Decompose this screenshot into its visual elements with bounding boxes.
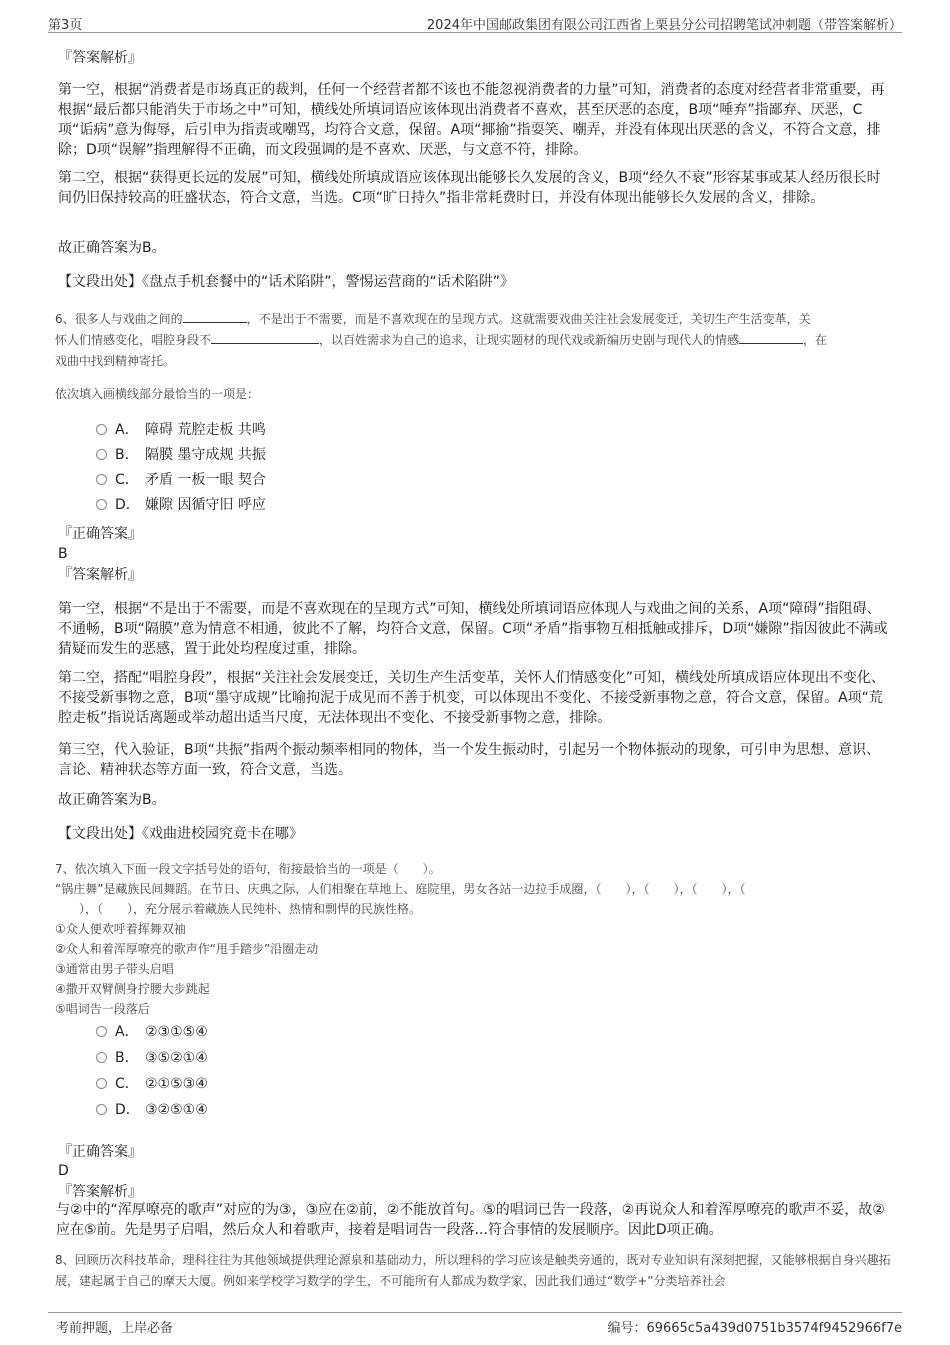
q7-option-c[interactable]: C． ②①⑤③④ [96, 1074, 208, 1094]
q6-blank-3 [739, 331, 803, 344]
q6-option-a[interactable]: A． 障碍 荒腔走板 共鸣 [96, 420, 266, 440]
page-number: 第3页 [48, 18, 83, 33]
q5-source: 【文段出处】《盘点手机套餐中的“话术陷阱”，警惕运营商的“话术陷阱”》 [58, 274, 515, 290]
q6-source: 【文段出处】《戏曲进校园究竟卡在哪》 [58, 826, 303, 842]
radio-icon[interactable] [96, 1078, 107, 1089]
q6-analysis-p2: 第二空，搭配“唱腔身段”，根据“关注社会发展变迁，关切生产生活变革，关怀人们情感变化”可知，横线处所填成语应体现出不变化、不接受新事物之意，B项“墨守成规”比喻拘泥于成见而不善于机变，可以体现出不变化、不接受新事物之意，符合文意，保留。A项“荒腔走板”指说话离题或举动超出适当尺度，无法体现出不变化、不接受新事物之意，排除。 [58, 670, 886, 726]
q5-analysis-p2: 第二空，根据“获得更长远的发展”可知，横线处所填成语应该体现出能够长久发展的含义，B项“经久不衰”形容某事或某人经历很长时间仍旧保持较高的旺盛状态，符合文意，当选。C项“旷日持久”指非常耗费时日，并没有体现出能够长久发展的含义，排除。 [58, 170, 881, 206]
q7-item-5: ⑤唱词告一段落后 [55, 1002, 150, 1016]
q7-item-1: ①众人便欢呼着挥舞双袖 [55, 922, 186, 936]
q6-analysis-p3: 第三空，代入验证，B项“共振”指两个振动频率相同的物体，当一个发生振动时，引起另一个物体振动的现象，可引申为思想、意识、言论、精神状态等方面一致，符合文意，当选。 [58, 742, 881, 778]
q6-blank-1 [183, 310, 247, 323]
radio-icon[interactable] [96, 499, 107, 510]
q6-answer-label: 『正确答案』 [58, 526, 142, 542]
radio-icon[interactable] [96, 1052, 107, 1063]
q6-analysis-p1: 第一空，根据“不是出于不需要，而是不喜欢现在的呈现方式”可知，横线处所填词语应体现人与戏曲之间的关系，A项“障碍”指阻碍、不通畅，B项“隔膜”意为情意不相通，彼此不了解，均符合文意，保留。C项“矛盾”指事物互相抵触或排斥，D项“嫌隙”指因彼此不满或猜疑而发生的恶感，置于此处均程度过重，排除。 [58, 601, 888, 657]
q5-conclusion: 故正确答案为B。 [58, 240, 166, 256]
q6-conclusion: 故正确答案为B。 [58, 792, 166, 808]
radio-icon[interactable] [96, 424, 107, 435]
q7-passage-line2: ），（ ），充分展示着藏族人民纯朴、热情和剽悍的民族性格。 [55, 902, 422, 916]
document-id: 编号：69665c5a439d0751b3574f9452966f7e [607, 1321, 902, 1336]
document-title: 2024年中国邮政集团有限公司江西省上栗县分公司招聘笔试冲刺题（带答案解析） [426, 18, 902, 33]
q6-answer: B [58, 546, 68, 562]
radio-icon[interactable] [96, 474, 107, 485]
q6-prompt: 依次填入画横线部分最恰当的一项是： [55, 387, 260, 401]
q6-analysis-label: 『答案解析』 [58, 567, 142, 583]
q5-analysis-p1: 第一空，根据“消费者是市场真正的裁判，任何一个经营者都不该也不能忽视消费者的力量”可知，消费者的态度对经营者非常重要，再根据“最后都只能消失于市场之中”可知，横线处所填词语应该体现出消费者不喜欢，甚至厌恶的态度，B项“唾弃”指鄙弃、厌恶，C项“诟病”意为侮辱，后引申为指责或嘲骂，均符合文意，保留。A项“揶揄”指耍笑、嘲弄，并没有体现出厌恶的含义，不符合文意，排除；D项“误解”指理解得不正确，而文段强调的是不喜欢、厌恶，与文意不符，排除。 [58, 82, 885, 158]
q6-option-b[interactable]: B． 隔膜 墨守成规 共振 [96, 445, 266, 465]
footer-slogan: 考前押题，上岸必备 [56, 1321, 174, 1336]
q7-analysis-label: 『答案解析』 [58, 1184, 142, 1200]
q8-stem: 8、回顾历次科技革命，理科往往为其他领域提供理论源泉和基础动力，所以理科的学习应该是触类旁通的，既对专业知识有深刻把握，又能够根据自身兴趣拓展，建起属于自己的摩天大厦。例如来学校学习数学的学生，不可能所有人都成为数学家，因此我们通过“数学+”分类培养社会 [55, 1253, 891, 1288]
radio-icon[interactable] [96, 449, 107, 460]
page-header [48, 10, 902, 33]
q7-option-b[interactable]: B． ③⑤②①④ [96, 1048, 208, 1068]
q7-option-d[interactable]: D． ③②⑤①④ [96, 1100, 208, 1120]
q6-option-d[interactable]: D． 嫌隙 因循守旧 呼应 [96, 495, 266, 515]
q7-passage-line1: “锅庄舞”是藏族民间舞蹈。在节日、庆典之际，人们相聚在草地上、庭院里，男女各站一边拉手成圈，（ ），（ ），（ ），（ [55, 882, 746, 896]
q7-analysis: 与②中的“浑厚嘹亮的歌声”对应的为③，③应在②前，②不能放首句。⑤的唱词已告一段落，②再说众人和着浑厚嘹亮的歌声不妥，故②应在⑤前。先是男子启唱，然后众人和着歌声，接着是唱词告一段落...符合事情的发展顺序。因此D项正确。 [56, 1202, 885, 1238]
q7-answer-label: 『正确答案』 [58, 1144, 142, 1160]
radio-icon[interactable] [96, 1104, 107, 1115]
q7-item-3: ③通常由男子带头启唱 [55, 962, 174, 976]
q7-item-2: ②众人和着浑厚嘹亮的歌声作“甩手踏步”沿圈走动 [55, 942, 319, 956]
q7-answer: D [58, 1163, 69, 1179]
q6-blank-2 [211, 331, 319, 344]
page-footer [48, 1312, 902, 1337]
radio-icon[interactable] [96, 1026, 107, 1037]
q6-option-c[interactable]: C． 矛盾 一板一眼 契合 [96, 470, 266, 490]
q6-stem: 6、很多人与戏曲之间的 ，不是出于不需要，而是不喜欢现在的呈现方式。这就需要戏曲关注社会发展变迁，关切生产生活变革，关 怀人们情感变化，唱腔身段不 ，以百姓需求为自己的追求，让现实题材的现代戏或新编历史剧与现代人的情感 ，在 戏曲中找到精神寄托。 [55, 312, 828, 368]
q5-analysis-label: 『答案解析』 [58, 50, 142, 66]
q7-option-a[interactable]: A． ②③①⑤④ [96, 1022, 208, 1042]
q7-item-4: ④撒开双臂侧身拧腰大步跳起 [55, 982, 210, 996]
q7-stem: 7、依次填入下面一段文字括号处的语句，衔接最恰当的一项是（ ）。 [55, 862, 441, 876]
